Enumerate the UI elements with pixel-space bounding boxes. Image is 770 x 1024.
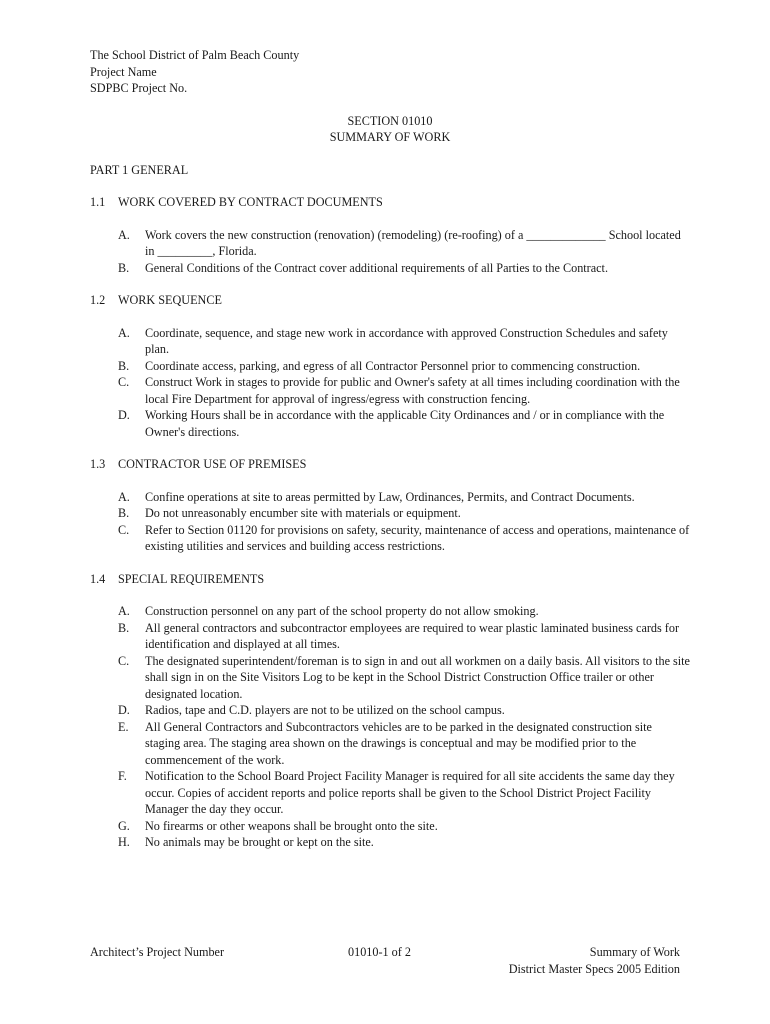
- section-items: [90, 489, 690, 555]
- item-text: Coordinate access, parking, and egress of all Contractor Personnel prior to commencing construction.: [145, 358, 641, 373]
- list-item: [90, 653, 690, 703]
- item-text: Refer to Section 01120 for provisions on safety, security, maintenance of access and operations, maintenance of existing utilities and services and building access restrictions.: [145, 522, 690, 553]
- list-item: [90, 818, 690, 835]
- section-items: [90, 227, 690, 277]
- item-text: Working Hours shall be in accordance with the applicable City Ordinances and / or in compliance with the Owner's directions.: [145, 408, 665, 439]
- item-text: Notification to the School Board Project Facility Manager is required for all site accidents the same day they occur. Copies of accident reports and police reports shall be given to the School District Project Facility Manager the day they occur.: [145, 769, 675, 816]
- section-title-label: SPECIAL REQUIREMENTS: [118, 571, 265, 586]
- item-letter: D.: [118, 408, 130, 422]
- page-body: [90, 47, 690, 851]
- section-items: [90, 603, 690, 851]
- item-letter: B.: [118, 260, 130, 275]
- list-item: [90, 603, 690, 620]
- item-letter: E.: [118, 719, 129, 734]
- item-text: All general contractors and subcontractor employees are required to wear plastic laminated business cards for identification and displayed at all times.: [145, 620, 680, 651]
- list-item: [90, 834, 690, 851]
- section-1-4-heading: [90, 571, 690, 588]
- item-letter: A.: [118, 325, 130, 340]
- item-text: No animals may be brought or kept on the site.: [145, 835, 374, 849]
- section-title-label: WORK COVERED BY CONTRACT DOCUMENTS: [118, 195, 383, 209]
- section-1-2-heading: [90, 292, 690, 309]
- item-text: The designated superintendent/foreman is to sign in and out all workmen on a daily basis. All visitors to the site shall sign in on the Site Visitors Log to be kept in the School District Construction Office trailer or other designated location.: [145, 653, 690, 701]
- item-text: General Conditions of the Contract cover additional requirements of all Parties to the Contract.: [145, 260, 608, 275]
- district-name: The School District of Palm Beach County: [90, 48, 300, 62]
- section-number-label: 1.1: [90, 195, 106, 209]
- list-item: [90, 358, 690, 375]
- item-letter: B.: [118, 506, 130, 520]
- footer-section-title: Summary of Work: [589, 945, 680, 959]
- section-heading: [90, 113, 690, 146]
- section-number-label: 1.3: [90, 457, 106, 471]
- project-name: Project Name: [90, 64, 157, 79]
- item-letter: C.: [118, 653, 130, 668]
- section-title-label: WORK SEQUENCE: [118, 293, 222, 307]
- item-text: Construction personnel on any part of the school property do not allow smoking.: [145, 604, 539, 618]
- item-text: No firearms or other weapons shall be brought onto the site.: [145, 818, 438, 833]
- list-item: [90, 325, 690, 358]
- item-text: Do not unreasonably encumber site with materials or equipment.: [145, 506, 461, 520]
- item-letter: B.: [118, 620, 130, 635]
- item-text: All General Contractors and Subcontractors vehicles are to be parked in the designated construction site staging area. The staging area shown on the drawings is conceptual and may be modified prior to the commencement of the work.: [145, 719, 652, 767]
- item-text: Coordinate, sequence, and stage new work in accordance with approved Construction Schedules and safety plan.: [145, 325, 668, 356]
- section-number-label: 1.4: [90, 571, 106, 586]
- item-letter: A.: [118, 227, 130, 242]
- list-item: [90, 719, 690, 769]
- list-item: [90, 374, 690, 407]
- item-letter: C.: [118, 522, 130, 537]
- list-item: [90, 489, 690, 506]
- item-text: Work covers the new construction (renovation) (remodeling) (re-roofing) of a _____________ School located in _________, Florida.: [145, 227, 681, 258]
- footer-page-number: 01010-1 of 2: [348, 945, 411, 959]
- section-1-1-heading: [90, 194, 690, 211]
- project-number: SDPBC Project No.: [90, 81, 188, 95]
- item-letter: C.: [118, 375, 130, 389]
- item-letter: A.: [118, 604, 130, 618]
- page-footer: [90, 944, 680, 977]
- item-letter: D.: [118, 703, 130, 717]
- item-text: Confine operations at site to areas permitted by Law, Ordinances, Permits, and Contract Documents.: [145, 489, 635, 504]
- section-number-label: 1.2: [90, 293, 106, 307]
- sections-container: [90, 194, 690, 851]
- item-letter: F.: [118, 769, 127, 783]
- section-title: SUMMARY OF WORK: [329, 130, 451, 144]
- footer-architect-project-number: Architect’s Project Number: [90, 945, 225, 959]
- list-item: [90, 702, 690, 719]
- section-1-3-heading: [90, 456, 690, 473]
- item-letter: A.: [118, 489, 130, 504]
- section-items: [90, 325, 690, 441]
- list-item: [90, 505, 690, 522]
- list-item: [90, 522, 690, 555]
- item-letter: B.: [118, 358, 130, 373]
- document-header: [90, 47, 690, 97]
- part-heading: PART 1 GENERAL: [90, 162, 189, 177]
- list-item: [90, 768, 690, 818]
- item-text: Radios, tape and C.D. players are not to be utilized on the school campus.: [145, 703, 505, 717]
- section-title-label: CONTRACTOR USE OF PREMISES: [118, 457, 307, 471]
- list-item: [90, 407, 690, 440]
- item-letter: H.: [118, 835, 130, 849]
- list-item: [90, 620, 690, 653]
- list-item: [90, 227, 690, 260]
- section-number: SECTION 01010: [347, 113, 433, 128]
- item-letter: G.: [118, 818, 130, 833]
- item-text: Construct Work in stages to provide for public and Owner's safety at all times including coordination with the local Fire Department for approval of ingress/egress with construction fencing.: [145, 375, 680, 406]
- list-item: [90, 260, 690, 277]
- footer-edition: District Master Specs 2005 Edition: [508, 961, 680, 976]
